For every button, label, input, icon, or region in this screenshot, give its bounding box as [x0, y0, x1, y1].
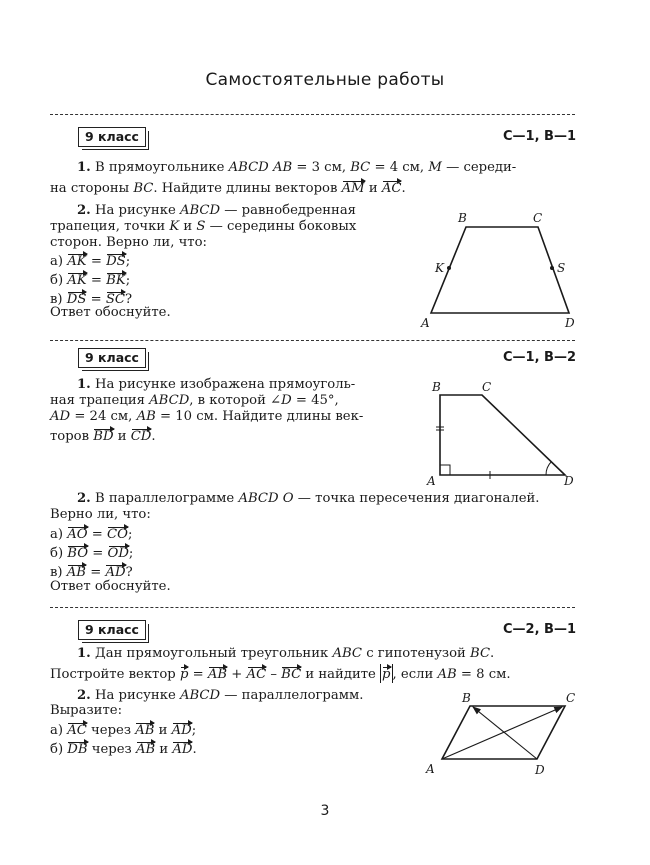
problem-1-line-1: 1. Дан прямоугольный треугольник ABC с гипотенузой BC. — [77, 646, 495, 661]
problem-2-line-2: Выразите: — [50, 703, 123, 718]
problem-2-line-2: трапеция, точки K и S — середины боковых — [50, 219, 357, 234]
diagonal-db-arrow — [473, 707, 537, 759]
label-b: B — [458, 211, 467, 225]
grade-badge: 9 класс — [78, 127, 146, 147]
problem-number: 1. — [77, 160, 91, 175]
label-k: K — [435, 261, 444, 275]
label-c: C — [482, 380, 492, 394]
problem-2-line-1: 2. На рисунке ABCD — равнобедренная — [77, 203, 357, 218]
section-divider — [50, 114, 575, 115]
diagonal-ac-arrow — [442, 707, 562, 759]
right-angle-mark — [440, 465, 450, 475]
problem-1-line-2: на стороны BC. Найдите длины векторов AM и AC. — [50, 178, 406, 197]
label-b: B — [462, 691, 471, 705]
variant-label: С—1, В—1 — [502, 129, 576, 144]
label-c: C — [533, 211, 543, 225]
label-d: D — [535, 763, 545, 777]
option-c: в) DS = SC? — [50, 289, 132, 308]
option-b: б) BO = OD; — [50, 543, 133, 562]
answer-note: Ответ обоснуйте. — [50, 579, 171, 594]
trapezoid-shape — [440, 395, 565, 475]
option-a: а) AO = CO; — [50, 524, 132, 543]
problem-1-line-3: AD = 24 см, AB = 10 см. Найдите длины век- — [50, 409, 364, 424]
figure-isosceles-trapezoid — [415, 205, 585, 335]
option-c: в) AB = AD? — [50, 562, 133, 581]
problem-1-line-1: 1. В прямоугольнике ABCD AB = 3 см, BC = 4 см, M — середи- — [77, 160, 517, 175]
label-b: B — [432, 380, 441, 394]
problem-2-line-1: 2. На рисунке ABCD — параллелограмм. — [77, 688, 364, 703]
vector-p: p — [180, 664, 188, 683]
page-number: 3 — [320, 803, 330, 819]
problem-2-line-2: Верно ли, что: — [50, 507, 151, 522]
option-b: б) DB через AB и AD. — [50, 739, 197, 758]
vector-am: AM — [342, 178, 365, 197]
label-d: D — [564, 474, 574, 488]
figure-parallelogram — [420, 688, 585, 783]
trapezoid-shape — [431, 227, 569, 313]
label-a: A — [421, 316, 430, 330]
section-divider — [50, 607, 575, 608]
option-a: а) AK = DS; — [50, 251, 130, 270]
problem-1-line-2: Постройте вектор p = AB + AC – BC и найдите p , если AB = 8 см. — [50, 664, 511, 683]
problem-2-line-3: сторон. Верно ли, что: — [50, 235, 207, 250]
variant-label: С—2, В—1 — [502, 622, 576, 637]
grade-badge: 9 класс — [78, 620, 146, 640]
option-a: а) AC через AB и AD; — [50, 720, 196, 739]
grade-badge: 9 класс — [78, 348, 146, 368]
label-s: S — [557, 261, 566, 275]
variant-label: С—1, В—2 — [502, 350, 576, 365]
section-divider — [50, 340, 575, 341]
label-d: D — [565, 316, 575, 330]
problem-1-line-2: ная трапеция ABCD, в которой ∠D = 45°, — [50, 393, 339, 408]
label-a: A — [427, 474, 436, 488]
problem-2-line-1: 2. В параллелограмме ABCD O — точка пересечения диагоналей. — [77, 491, 540, 506]
figure-right-trapezoid — [420, 375, 585, 490]
vector-ac: AC — [382, 178, 402, 197]
problem-1-line-4: торов BD и CD. — [50, 426, 156, 445]
angle-45-mark — [546, 462, 552, 476]
problem-1-line-1: 1. На рисунке изображена прямоуголь- — [77, 377, 356, 392]
page-title: Самостоятельные работы — [205, 70, 445, 90]
label-a: A — [426, 762, 435, 776]
answer-note: Ответ обоснуйте. — [50, 305, 171, 320]
point-s — [550, 266, 554, 270]
point-k — [447, 266, 451, 270]
option-b: б) AK = BK; — [50, 270, 130, 289]
vector-p-magnitude: p — [380, 664, 392, 683]
label-c: C — [566, 691, 576, 705]
